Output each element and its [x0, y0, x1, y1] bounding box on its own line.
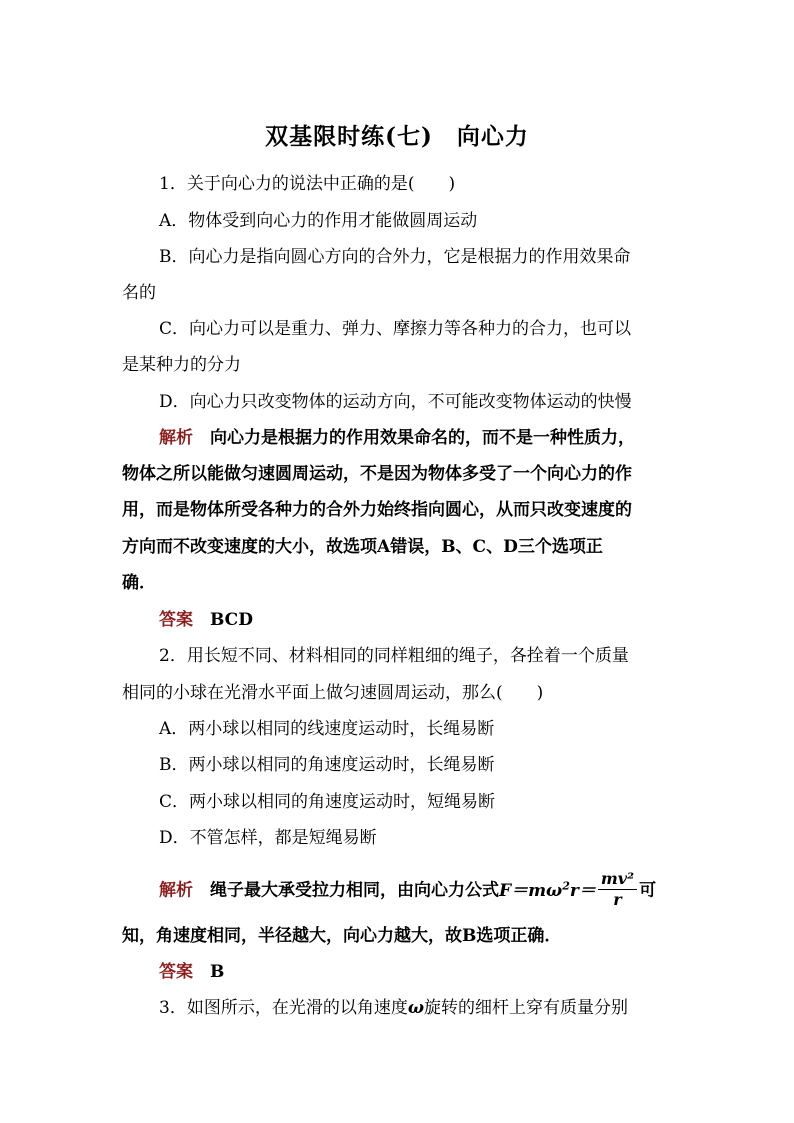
q2-formula-left: F＝mω — [499, 880, 563, 901]
q1-answer-label: 答案 — [159, 610, 193, 630]
q2-fraction-numerator: mv² — [598, 869, 637, 890]
q1-analysis-label: 解析 — [159, 428, 193, 448]
q3-stem-text1a: 3．如图所示，在光滑的以角速度 — [159, 998, 408, 1018]
q3-stem-text1b: 旋转的细杆上穿有质量分别 — [424, 998, 629, 1018]
q1-option-c-line2: 是某种力的分力 — [122, 355, 241, 375]
q2-answer-line — [159, 961, 224, 983]
q2-stem-line2: 相同的小球在光滑水平面上做匀速圆周运动，那么( ) — [122, 683, 544, 703]
q3-stem-line1 — [159, 997, 628, 1019]
q2-analysis-text1a: 绳子最大承受拉力相同，由向心力公式 — [193, 880, 499, 901]
q1-analysis-text1: 向心力是根据力的作用效果命名的，而不是一种性质力， — [193, 428, 635, 448]
q2-formula-fraction — [598, 869, 637, 910]
q2-stem-line1: 2．用长短不同、材料相同的同样粗细的绳子，各拴着一个质量 — [159, 646, 629, 666]
q2-analysis-line2: 知，角速度相同，半径越大，向心力越大，故B选项正确． — [122, 926, 562, 946]
q2-option-d: D．不管怎样，都是短绳易断 — [159, 828, 377, 848]
q2-analysis-line1 — [159, 866, 656, 912]
q2-option-c: C．两小球以相同的角速度运动时，短绳易断 — [159, 792, 496, 812]
page-title: 双基限时练(七) 向心力 — [265, 123, 529, 150]
q2-formula-mid: r＝ — [569, 880, 596, 901]
q1-answer-line — [159, 609, 253, 631]
q1-option-b-line1: B．向心力是指向圆心方向的合外力，它是根据力的作用效果命 — [159, 247, 631, 267]
q2-formula-sup: 2 — [562, 879, 570, 892]
q1-stem: 1．关于向心力的说法中正确的是( ) — [159, 174, 456, 194]
q2-answer-label: 答案 — [159, 962, 193, 982]
q2-answer-value: B — [193, 962, 225, 982]
q1-option-a: A．物体受到向心力的作用才能做圆周运动 — [159, 211, 478, 231]
q1-answer-value: BCD — [193, 610, 253, 630]
q2-analysis-text1b: 可 — [639, 880, 657, 901]
q1-option-b-line2: 名的 — [122, 283, 156, 303]
q2-option-b: B．两小球以相同的角速度运动时，长绳易断 — [159, 755, 495, 775]
q2-option-a: A．两小球以相同的线速度运动时，长绳易断 — [159, 719, 495, 739]
q1-analysis-line3: 用，而是物体所受各种力的合外力始终指向圆心，从而只改变速度的 — [122, 500, 632, 520]
q1-analysis-line2: 物体之所以能做匀速圆周运动，不是因为物体多受了一个向心力的作 — [122, 464, 632, 484]
q1-analysis-line5: 确． — [122, 573, 156, 593]
q2-analysis-label: 解析 — [159, 880, 193, 901]
q2-formula — [499, 881, 596, 901]
q3-omega: ω — [407, 998, 425, 1018]
q1-option-c-line1: C．向心力可以是重力、弹力、摩擦力等各种力的合力，也可以 — [159, 319, 632, 339]
q1-option-d: D．向心力只改变物体的运动方向，不可能改变物体运动的快慢 — [159, 392, 632, 412]
q2-fraction-denominator: r — [613, 889, 622, 909]
q1-analysis-line1 — [159, 427, 635, 449]
q1-analysis-line4: 方向而不改变速度的大小，故选项A错误，B、C、D三个选项正 — [122, 537, 603, 557]
